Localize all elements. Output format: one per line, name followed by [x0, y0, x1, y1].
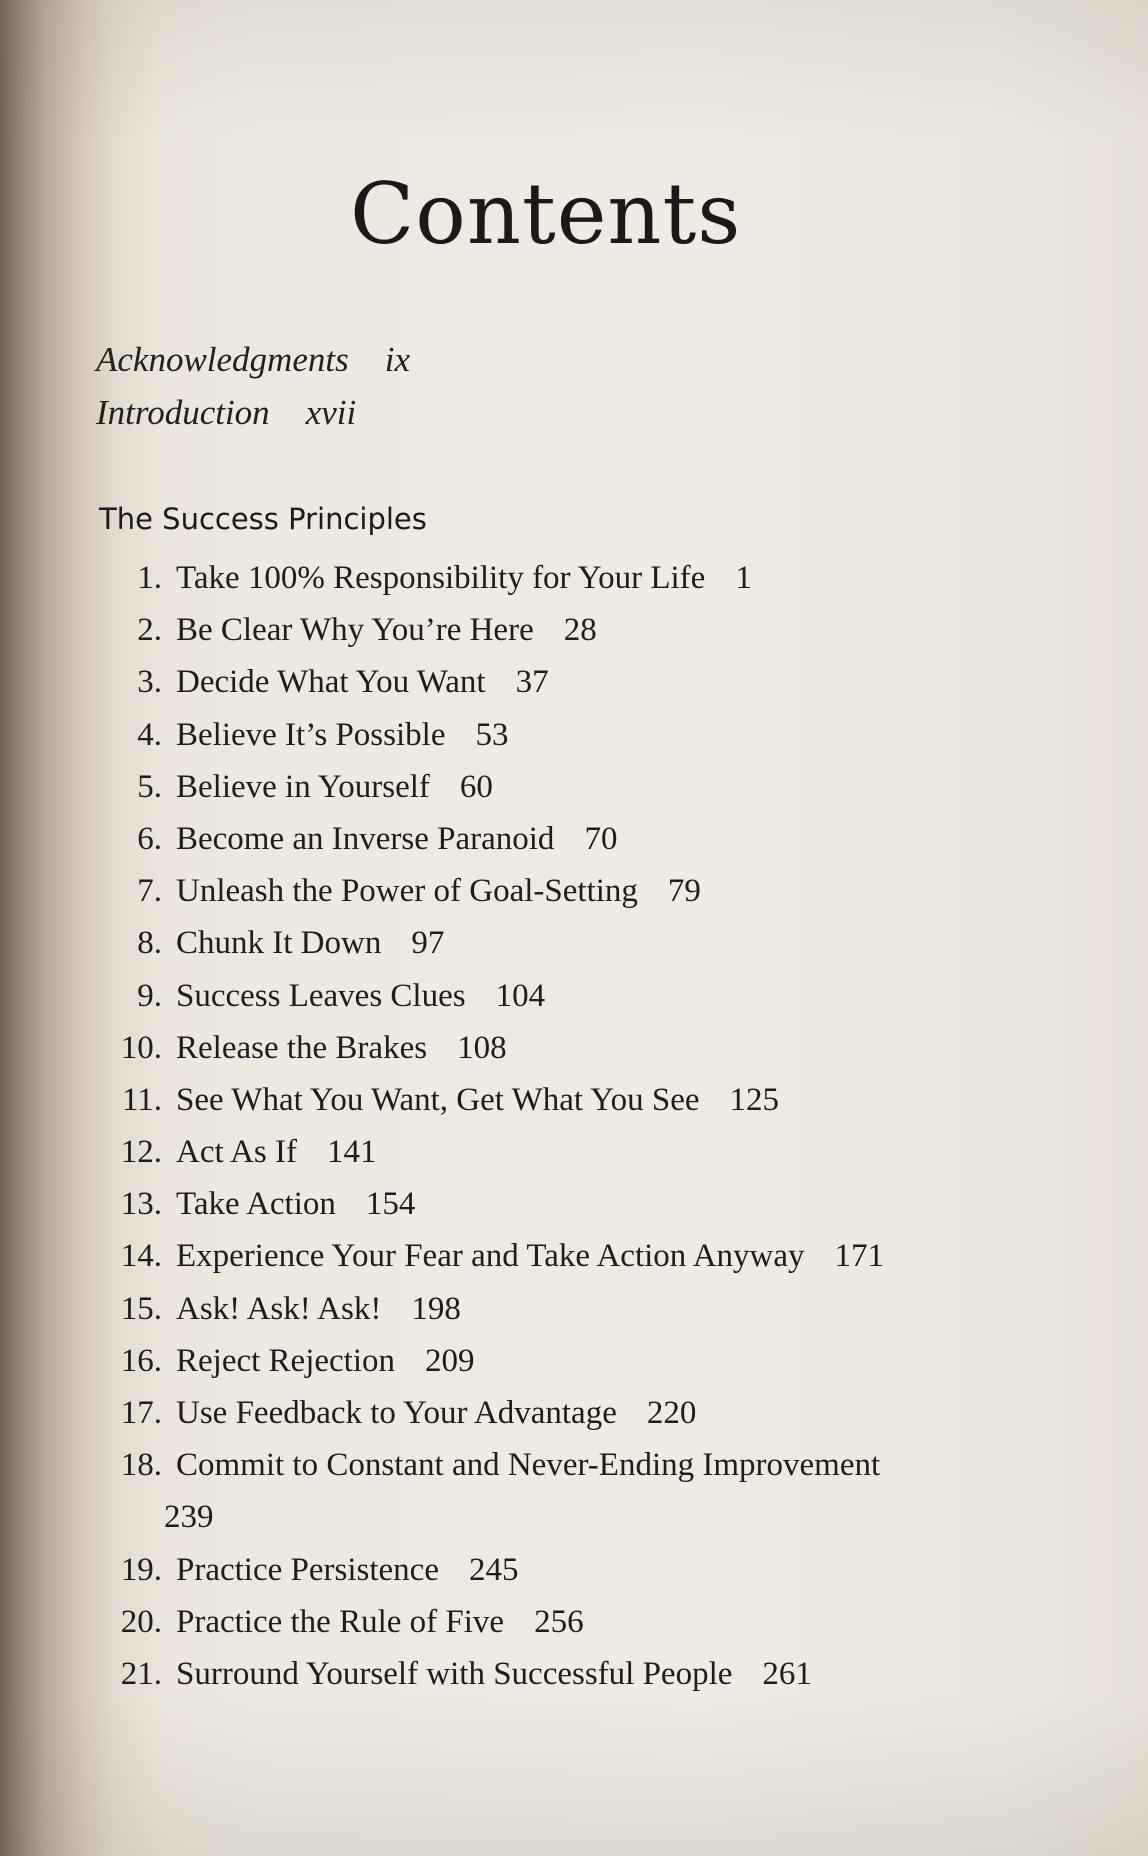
chapter-page: 141	[326, 1134, 377, 1171]
chapter-title: Believe in Yourself	[176, 768, 430, 805]
chapter-page: 37	[515, 664, 549, 701]
front-matter-entry	[96, 393, 356, 433]
chapter-page: 209	[425, 1342, 475, 1379]
chapter-number: 10.	[120, 1029, 162, 1066]
toc-entry	[100, 970, 1110, 1022]
chapter-number: 15.	[120, 1290, 162, 1327]
toc-entry	[100, 604, 1110, 656]
chapter-number: 3.	[137, 664, 162, 701]
chapter-title: Unleash the Power of Goal-Setting	[176, 873, 638, 910]
chapter-number: 21.	[120, 1655, 162, 1692]
toc-entry	[100, 813, 1110, 865]
front-matter-page: xvii	[305, 393, 357, 432]
front-matter-entry	[96, 340, 410, 380]
chapter-page: 104	[495, 977, 546, 1014]
chapter-page: 154	[365, 1186, 416, 1223]
chapter-number: 6.	[137, 820, 162, 857]
chapter-page: 220	[646, 1395, 697, 1431]
chapter-title: Release the Brakes	[176, 1029, 428, 1066]
chapter-number: 14.	[120, 1238, 162, 1275]
chapter-number: 4.	[137, 716, 162, 753]
toc-entry	[100, 1074, 1110, 1126]
front-matter-label: Acknowledgments	[96, 340, 349, 379]
chapter-title: Ask! Ask! Ask!	[176, 1290, 382, 1327]
toc-entry	[100, 1387, 1110, 1439]
chapter-number: 20.	[120, 1603, 162, 1640]
chapter-title: Experience Your Fear and Take Action Anyway	[176, 1238, 805, 1275]
chapter-title: Surround Yourself with Successful People	[176, 1655, 733, 1692]
toc-entry	[100, 552, 1110, 604]
chapter-number: 19.	[120, 1551, 162, 1588]
chapter-page: 70	[584, 820, 618, 857]
toc-entry	[100, 1178, 1110, 1230]
chapter-number: 12.	[120, 1134, 162, 1171]
toc-entry	[100, 1230, 1110, 1282]
chapter-title: Take Action	[176, 1186, 336, 1223]
toc-entry	[100, 1335, 1110, 1387]
toc-entry	[100, 1439, 1110, 1543]
chapter-number: 13.	[120, 1186, 162, 1223]
chapter-title: Decide What You Want	[176, 664, 486, 701]
chapter-number: 7.	[137, 873, 162, 910]
chapter-title: Use Feedback to Your Advantage	[176, 1395, 617, 1431]
chapter-page: 125	[729, 1081, 780, 1118]
chapter-number: 9.	[137, 977, 162, 1014]
chapter-page: 261	[762, 1655, 812, 1692]
chapter-page: 53	[475, 716, 509, 753]
chapter-title: Be Clear Why You’re Here	[176, 612, 534, 649]
chapter-number: 1.	[137, 560, 162, 596]
chapter-title: Commit to Constant and Never-Ending Improvement	[176, 1447, 881, 1484]
part-heading: The Success Principles	[99, 502, 427, 536]
chapter-title: Chunk It Down	[176, 925, 382, 962]
chapter-title: Success Leaves Clues	[176, 977, 466, 1014]
chapter-page: 256	[534, 1603, 584, 1640]
chapter-page: 28	[563, 612, 597, 649]
chapter-page: 239	[164, 1499, 214, 1536]
front-matter-label: Introduction	[96, 393, 270, 432]
toc-entry	[100, 1283, 1110, 1335]
chapter-title: Practice the Rule of Five	[176, 1603, 505, 1640]
toc-entry	[100, 709, 1110, 761]
chapter-number: 2.	[137, 612, 162, 649]
chapter-number: 5.	[137, 768, 162, 805]
chapter-title: Act As If	[176, 1134, 297, 1171]
chapter-page: 108	[457, 1029, 507, 1066]
chapter-number: 18.	[120, 1447, 162, 1484]
chapter-title: Believe It’s Possible	[176, 716, 446, 753]
toc-entry	[100, 1022, 1110, 1074]
page-shadow-bottom	[0, 1696, 1148, 1856]
front-matter-page: ix	[384, 340, 410, 379]
toc-entry	[100, 1544, 1110, 1596]
chapter-number: 17.	[120, 1395, 162, 1431]
chapter-title: Reject Rejection	[176, 1342, 395, 1379]
toc-entry	[100, 865, 1110, 917]
toc-entry	[100, 917, 1110, 969]
chapter-page: 79	[667, 873, 701, 910]
toc-entry	[100, 1596, 1110, 1648]
chapter-title: Become an Inverse Paranoid	[176, 820, 555, 857]
chapter-page: 198	[411, 1290, 461, 1327]
page-title: Contents	[350, 165, 742, 263]
chapter-number: 8.	[137, 925, 162, 962]
toc-entry	[100, 1648, 1110, 1700]
chapter-page: 245	[468, 1551, 519, 1588]
toc-entry	[100, 1126, 1110, 1178]
toc-entry	[100, 761, 1110, 813]
chapter-page: 171	[834, 1238, 885, 1275]
chapter-page: 1	[735, 560, 752, 596]
chapter-page: 97	[411, 925, 445, 962]
chapter-title: Take 100% Responsibility for Your Life	[176, 560, 706, 596]
chapter-page: 60	[459, 768, 493, 805]
page-shadow-top	[0, 0, 1148, 140]
toc-entry	[100, 656, 1110, 708]
chapter-title: See What You Want, Get What You See	[176, 1081, 700, 1118]
chapter-title: Practice Persistence	[176, 1551, 439, 1588]
chapter-number: 11.	[121, 1081, 162, 1118]
toc-list	[100, 552, 1110, 1700]
chapter-number: 16.	[120, 1342, 162, 1379]
